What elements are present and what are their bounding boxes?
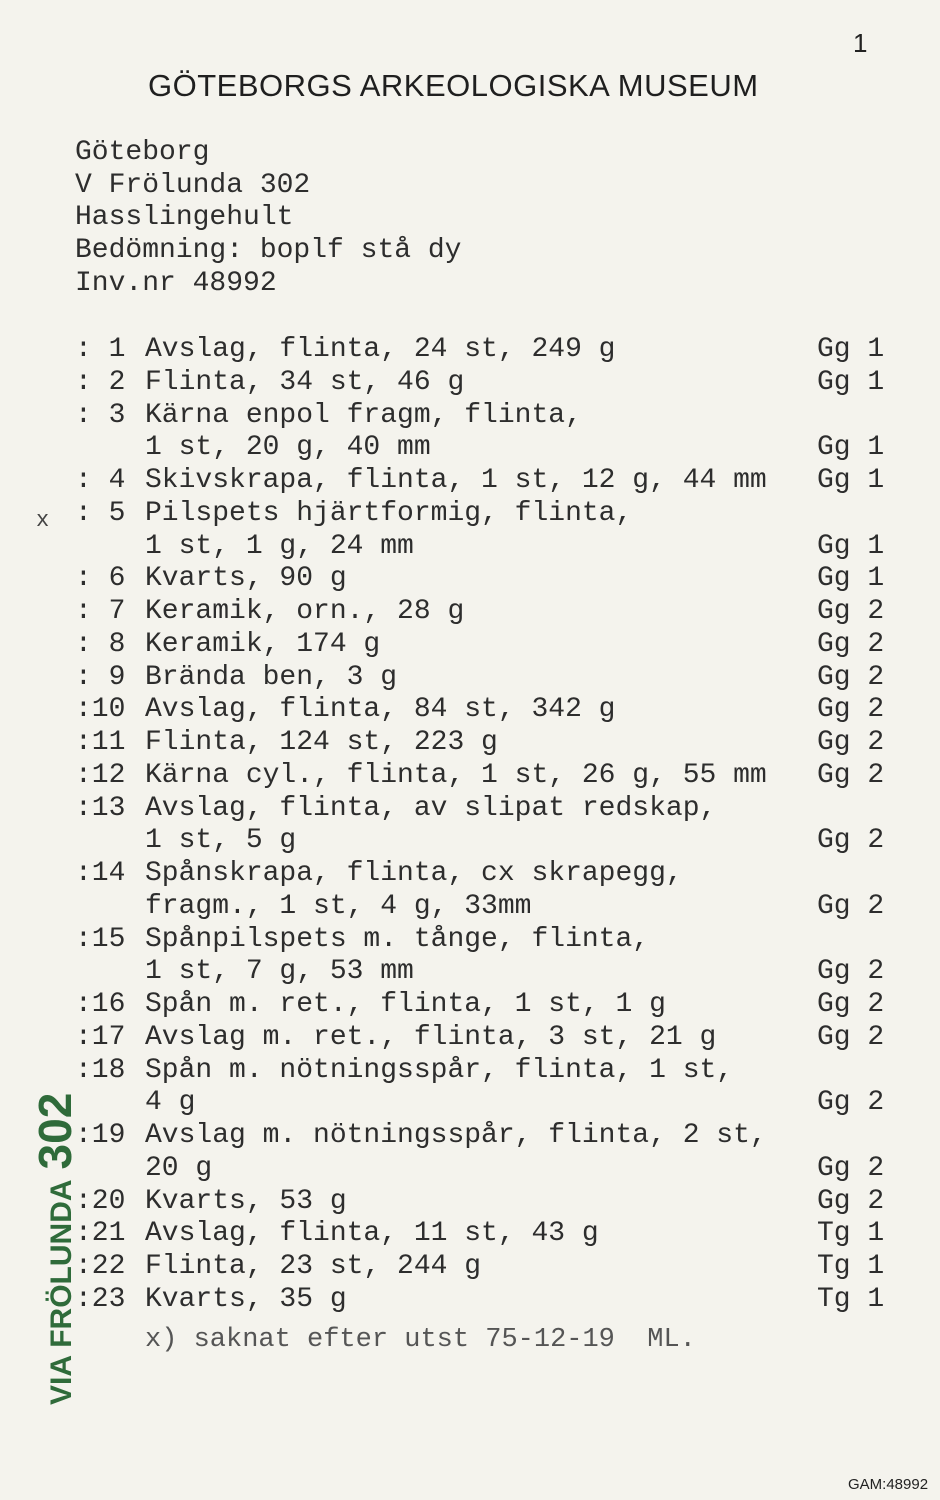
entry-description: 1 st, 20 g, 40 mm <box>145 432 431 464</box>
archive-id: GAM:48992 <box>848 1476 929 1493</box>
location-stamp <box>28 1093 82 1405</box>
entry-row <box>0 1218 940 1250</box>
entry-description: Spån m. nötningsspår, flinta, 1 st, <box>145 1054 734 1086</box>
entry-number: : 2 <box>75 366 126 398</box>
entry-row <box>0 629 940 661</box>
entry-description: Kärna enpol fragm, flinta, <box>145 399 582 431</box>
entry-description: Flinta, 23 st, 244 g <box>145 1251 482 1282</box>
entry-description: Spånskrapa, flinta, cx skrapegg, <box>145 858 683 889</box>
entry-grid-ref: Gg 2 <box>817 1087 885 1119</box>
entry-row <box>0 662 940 694</box>
entry-row <box>0 1120 940 1152</box>
entry-row <box>0 727 940 759</box>
entry-number: : 9 <box>75 661 126 693</box>
entry-description: 4 g <box>145 1087 196 1119</box>
entry-row <box>0 1087 940 1119</box>
entry-row <box>0 498 940 530</box>
entry-row <box>0 1186 940 1218</box>
entry-row <box>0 432 940 464</box>
entry-number: :19 <box>75 1120 126 1151</box>
entry-description: Brända ben, 3 g <box>145 661 398 693</box>
entry-number: :21 <box>75 1218 126 1250</box>
entry-number: :10 <box>75 694 126 726</box>
entry-row <box>0 760 940 792</box>
entry-description: Kvarts, 90 g <box>145 563 347 595</box>
entry-grid-ref: Gg 1 <box>817 432 885 464</box>
entry-grid-ref: Tg 1 <box>817 1283 885 1315</box>
entry-description: Avslag, flinta, 24 st, 249 g <box>145 334 616 365</box>
entry-description: 1 st, 7 g, 53 mm <box>145 956 414 988</box>
entry-row <box>0 924 940 956</box>
entry-grid-ref: Gg 1 <box>817 530 885 562</box>
entry-row <box>0 694 940 726</box>
entry-grid-ref: Gg 1 <box>817 465 885 496</box>
header-assessment: Bedömning: boplf stå dy <box>75 235 462 266</box>
entry-row <box>0 858 940 890</box>
entry-number: :17 <box>75 1021 126 1053</box>
entry-description: Avslag, flinta, 84 st, 342 g <box>145 694 616 726</box>
entry-description: Flinta, 124 st, 223 g <box>145 727 498 758</box>
entry-number: : 8 <box>75 628 126 660</box>
entry-row <box>0 1251 940 1283</box>
entry-grid-ref: Gg 2 <box>817 596 885 627</box>
entry-row <box>0 891 940 923</box>
entry-description: Keramik, orn., 28 g <box>145 596 465 627</box>
header-city: Göteborg <box>75 137 210 168</box>
entry-number: : 7 <box>75 596 126 627</box>
entry-description: Kärna cyl., flinta, 1 st, 26 g, 55 mm <box>145 759 767 791</box>
header-place: V Frölunda 302 <box>75 170 311 201</box>
entry-description: Avslag, flinta, 11 st, 43 g <box>145 1218 599 1250</box>
entry-grid-ref: Gg 2 <box>817 956 885 988</box>
entry-description: fragm., 1 st, 4 g, 33mm <box>145 890 532 922</box>
entry-grid-ref: Tg 1 <box>817 1218 885 1250</box>
entry-row <box>0 1022 940 1054</box>
entry-description: Kvarts, 35 g <box>145 1283 347 1315</box>
entry-row <box>0 1153 940 1185</box>
header-inventory: Inv.nr 48992 <box>75 268 277 299</box>
entry-row <box>0 825 940 857</box>
entry-description: 1 st, 1 g, 24 mm <box>145 530 414 562</box>
entry-number: :23 <box>75 1283 126 1315</box>
entry-number: :22 <box>75 1251 126 1282</box>
entry-grid-ref: Gg 2 <box>817 989 885 1020</box>
entry-number: :15 <box>75 923 126 955</box>
entry-description: 1 st, 5 g <box>145 825 297 857</box>
entry-description: Avslag, flinta, av slipat redskap, <box>145 792 717 824</box>
entry-row <box>0 465 940 497</box>
entry-grid-ref: Gg 1 <box>817 366 885 398</box>
entry-row <box>0 1284 940 1316</box>
entry-number: :12 <box>75 759 126 791</box>
margin-mark: x <box>36 508 50 533</box>
entry-grid-ref: Gg 2 <box>817 825 885 857</box>
entry-grid-ref: Gg 2 <box>817 1152 885 1184</box>
entry-row <box>0 596 940 628</box>
entry-row <box>0 793 940 825</box>
entry-grid-ref: Tg 1 <box>817 1251 885 1282</box>
entry-description: Avslag m. ret., flinta, 3 st, 21 g <box>145 1021 717 1053</box>
entry-number: : 3 <box>75 399 126 431</box>
entry-number: : 5 <box>75 497 126 529</box>
entry-grid-ref: Gg 1 <box>817 563 885 595</box>
entry-row <box>0 1055 940 1087</box>
entry-grid-ref: Gg 2 <box>817 661 885 693</box>
entry-description: 20 g <box>145 1152 213 1184</box>
entry-grid-ref: Gg 1 <box>817 334 885 365</box>
entry-number: :18 <box>75 1054 126 1086</box>
entry-number: :14 <box>75 858 126 889</box>
entry-number: : 1 <box>75 334 126 365</box>
entry-description: Flinta, 34 st, 46 g <box>145 366 465 398</box>
entry-grid-ref: Gg 2 <box>817 759 885 791</box>
entry-row <box>0 956 940 988</box>
entry-description: Pilspets hjärtformig, flinta, <box>145 497 633 529</box>
museum-title: GÖTEBORGS ARKEOLOGISKA MUSEUM <box>148 68 759 103</box>
page-number: 1 <box>853 28 868 58</box>
entry-row <box>0 563 940 595</box>
stamp-text: VIA FRÖLUNDA <box>45 1179 78 1405</box>
entry-grid-ref: Gg 2 <box>817 890 885 922</box>
entry-description: Kvarts, 53 g <box>145 1185 347 1217</box>
entry-row <box>0 989 940 1021</box>
entry-description: Spån m. ret., flinta, 1 st, 1 g <box>145 989 666 1020</box>
entry-number: :11 <box>75 727 126 758</box>
entry-number: :16 <box>75 989 126 1020</box>
entry-number: : 6 <box>75 563 126 595</box>
footnote: x) saknat efter utst 75-12-19 ML. <box>145 1325 696 1355</box>
entry-number: :20 <box>75 1185 126 1217</box>
stamp-number: 302 <box>29 1092 81 1170</box>
entry-number: : 4 <box>75 465 126 496</box>
header-site: Hasslingehult <box>75 202 294 233</box>
entry-description: Avslag m. nötningsspår, flinta, 2 st, <box>145 1120 767 1151</box>
entry-number: :13 <box>75 792 126 824</box>
entry-row <box>0 400 940 432</box>
entry-description: Keramik, 174 g <box>145 628 381 660</box>
entry-row <box>0 334 940 366</box>
entry-row <box>0 367 940 399</box>
entry-row <box>0 531 940 563</box>
entry-description: Skivskrapa, flinta, 1 st, 12 g, 44 mm <box>145 465 767 496</box>
entry-description: Spånpilspets m. tånge, flinta, <box>145 923 650 955</box>
entry-grid-ref: Gg 2 <box>817 1021 885 1053</box>
entry-grid-ref: Gg 2 <box>817 727 885 758</box>
entry-grid-ref: Gg 2 <box>817 694 885 726</box>
entry-grid-ref: Gg 2 <box>817 1185 885 1217</box>
entry-grid-ref: Gg 2 <box>817 628 885 660</box>
